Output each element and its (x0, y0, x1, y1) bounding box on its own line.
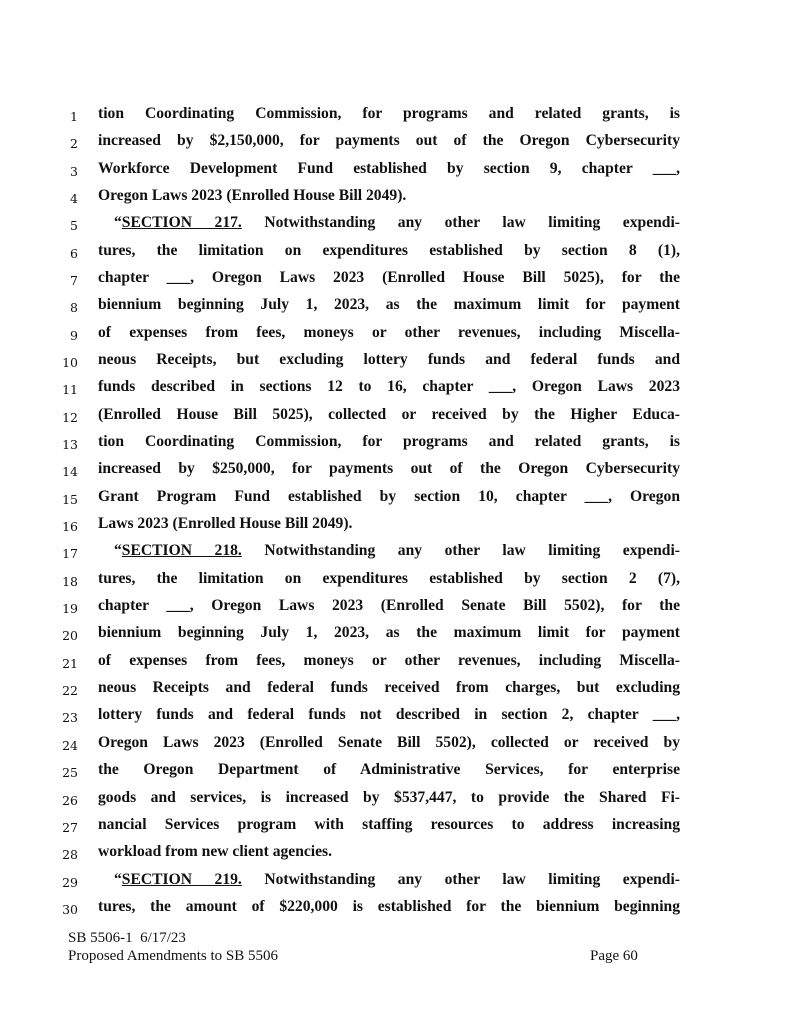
line-number: 27 (62, 819, 78, 835)
line-number: 25 (62, 765, 78, 781)
section-text: Notwithstanding any other law limiting expendi- (241, 870, 680, 888)
document-line (0, 132, 800, 156)
document-line (0, 433, 800, 457)
document-line (0, 624, 800, 648)
document-line (0, 488, 800, 512)
line-number: 14 (62, 464, 78, 480)
line-text: of expenses from fees, moneys or other revenues, including Miscella- (98, 323, 680, 341)
line-number: 21 (62, 655, 78, 671)
open-quote: “ (114, 870, 122, 888)
line-number: 9 (70, 327, 78, 343)
line-number: 11 (62, 382, 78, 398)
line-number: 24 (62, 737, 78, 753)
section-text: Notwithstanding any other law limiting expendi- (241, 542, 680, 560)
line-number: 2 (70, 136, 78, 152)
line-number: 29 (62, 874, 78, 890)
section-text: Notwithstanding any other law limiting expendi- (241, 214, 680, 232)
line-text: tures, the limitation on expenditures established by section 8 (1), (98, 241, 680, 259)
document-line (0, 105, 800, 129)
document-line (0, 269, 800, 293)
line-text: Oregon Laws 2023 (Enrolled Senate Bill 5502), collected or received by (98, 733, 680, 751)
line-number: 1 (70, 109, 78, 124)
page-number: Page 60 (590, 948, 638, 964)
line-number: 12 (62, 409, 78, 425)
document-line (0, 351, 800, 375)
line-text: tures, the amount of $220,000 is established for the biennium beginning (98, 897, 680, 915)
line-number: 20 (62, 628, 78, 644)
document-line (0, 160, 800, 184)
footer-title: Proposed Amendments to SB 5506 (68, 948, 279, 964)
line-text: increased by $2,150,000, for payments out of the Oregon Cybersecurity (98, 132, 680, 150)
document-line (0, 570, 800, 594)
line-text (98, 871, 680, 889)
line-number: 7 (70, 273, 78, 289)
line-number: 10 (62, 355, 78, 371)
footer-bill-date: SB 5506-1 6/17/23 (68, 930, 186, 946)
document-line (0, 296, 800, 320)
document-line (0, 378, 800, 402)
open-quote: “ (114, 542, 122, 560)
document-line (0, 515, 800, 539)
document-line (0, 214, 800, 238)
line-text: increased by $250,000, for payments out of the Oregon Cybersecurity (98, 460, 680, 478)
line-text: Oregon Laws 2023 (Enrolled House Bill 2049). (98, 187, 407, 205)
line-text: neous Receipts, but excluding lottery funds and federal funds and (98, 351, 680, 369)
line-text: chapter ___, Oregon Laws 2023 (Enrolled Senate Bill 5502), for the (98, 597, 680, 615)
line-text: biennium beginning July 1, 2023, as the maximum limit for payment (98, 296, 680, 314)
line-number: 26 (62, 792, 78, 808)
document-line (0, 734, 800, 758)
line-number: 22 (62, 683, 78, 699)
document-line (0, 652, 800, 676)
line-text: chapter ___, Oregon Laws 2023 (Enrolled House Bill 5025), for the (98, 269, 680, 287)
document-line (0, 816, 800, 840)
document-line (0, 597, 800, 621)
line-number: 19 (62, 601, 78, 617)
line-text: lottery funds and federal funds not described in section 2, chapter ___, (98, 706, 680, 724)
section-heading: SECTION 217. (121, 214, 242, 232)
line-number: 18 (62, 573, 78, 589)
line-text: of expenses from fees, moneys or other revenues, including Miscella- (98, 651, 680, 669)
line-text: the Oregon Department of Administrative Services, for enterprise (98, 761, 680, 779)
document-line (0, 542, 800, 566)
line-text: tures, the limitation on expenditures established by section 2 (7), (98, 569, 680, 587)
line-text: goods and services, is increased by $537,447, to provide the Shared Fi- (98, 788, 680, 806)
line-text: tion Coordinating Commission, for programs and related grants, is (98, 433, 680, 451)
line-text: Laws 2023 (Enrolled House Bill 2049). (98, 515, 353, 533)
line-number: 16 (62, 519, 78, 535)
document-line (0, 706, 800, 730)
line-text: neous Receipts and federal funds received from charges, but excluding (98, 679, 680, 697)
document-line (0, 187, 800, 211)
line-text: nancial Services program with staffing resources to address increasing (98, 815, 680, 833)
line-text: tion Coordinating Commission, for programs and related grants, is (98, 105, 680, 122)
document-line (0, 789, 800, 813)
line-number: 30 (62, 901, 78, 917)
document-line (0, 460, 800, 484)
section-heading: SECTION 219. (121, 870, 242, 888)
line-text (98, 214, 680, 232)
section-heading: SECTION 218. (121, 542, 242, 560)
line-number: 4 (70, 191, 78, 207)
line-text: workload from new client agencies. (98, 843, 333, 861)
line-number: 3 (70, 163, 78, 179)
line-text (98, 542, 680, 560)
line-number: 23 (62, 710, 78, 726)
document-line (0, 406, 800, 430)
document-line (0, 242, 800, 266)
line-number: 5 (70, 218, 78, 234)
document-line (0, 679, 800, 703)
document-line (0, 761, 800, 785)
line-number: 28 (62, 847, 78, 863)
open-quote: “ (114, 214, 122, 232)
line-number: 15 (62, 491, 78, 507)
document-line (0, 324, 800, 348)
document-line (0, 871, 800, 895)
document-line (0, 898, 800, 922)
document-line (0, 843, 800, 867)
line-text: (Enrolled House Bill 5025), collected or received by the Higher Educa- (98, 405, 680, 423)
line-text: funds described in sections 12 to 16, chapter ___, Oregon Laws 2023 (98, 378, 680, 396)
line-number: 8 (70, 300, 78, 316)
line-number: 13 (62, 437, 78, 453)
line-number: 17 (62, 546, 78, 562)
line-text: Workforce Development Fund established by section 9, chapter ___, (98, 159, 680, 177)
line-text: Grant Program Fund established by section 10, chapter ___, Oregon (98, 487, 680, 505)
line-text: biennium beginning July 1, 2023, as the maximum limit for payment (98, 624, 680, 642)
line-number: 6 (70, 245, 78, 261)
